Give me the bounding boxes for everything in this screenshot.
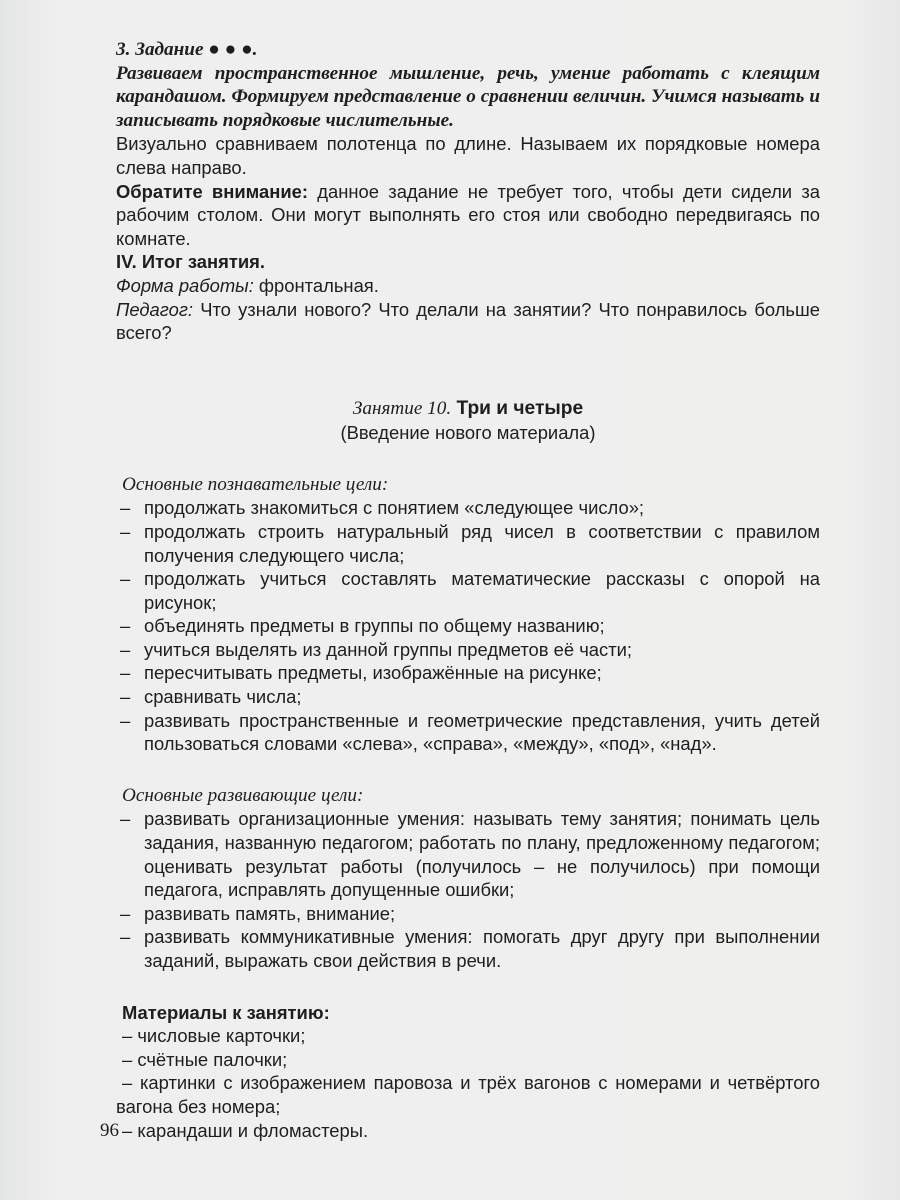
list-item bbox=[116, 807, 820, 901]
work-form-value: фронтальная. bbox=[253, 274, 379, 296]
list-item bbox=[116, 661, 820, 685]
dash-mark: – bbox=[120, 568, 131, 590]
cognitive-goals-list bbox=[116, 496, 820, 756]
task-description: Визуально сравниваем полотенца по длине. Называем их порядковые номера слева направо. bbox=[116, 133, 820, 178]
list-item bbox=[116, 614, 820, 638]
list-item-text: продолжать строить натуральный ряд чисел в соответствии с правилом получения следующего числа; bbox=[144, 520, 820, 566]
list-item bbox=[116, 902, 820, 926]
summary-heading: IV. Итог занятия. bbox=[116, 251, 266, 273]
developmental-goals-list bbox=[116, 807, 820, 972]
teacher-text: Что узнали нового? Что делали на занятии? Что понравилось больше всего? bbox=[116, 298, 820, 344]
list-item-text: продолжать знакомиться с понятием «следующее число»; bbox=[144, 497, 645, 519]
list-item-text: развивать память, внимание; bbox=[144, 902, 396, 924]
list-item bbox=[116, 496, 820, 520]
task-goals: Развиваем пространственное мышление, речь, умение работать с клеящим карандашом. Формируем представление о сравнении величин. Учимся называть и записывать порядковые числительные. bbox=[116, 62, 820, 131]
list-item: – картинки с изображением паровоза и трёх вагонов с номерами и четвёртого вагона без номера; bbox=[116, 1072, 820, 1117]
dash-mark: – bbox=[120, 686, 131, 708]
cognitive-goals-label-text: Основные познавательные цели bbox=[122, 473, 382, 495]
task-heading bbox=[116, 38, 820, 62]
developmental-goals-label: Основные развивающие цели: bbox=[122, 784, 364, 806]
list-item-text: сравнивать числа; bbox=[144, 686, 302, 708]
materials-list bbox=[116, 1024, 820, 1142]
list-item: – карандаши и фломастеры. bbox=[122, 1119, 369, 1141]
list-item-text: продолжать учиться составлять математические рассказы с опорой на рисунок; bbox=[144, 568, 820, 613]
lesson-title-main: Три и четыре bbox=[451, 397, 584, 419]
dash-mark: – bbox=[120, 709, 131, 731]
work-form-label: Форма работы: bbox=[116, 274, 254, 296]
materials-title: Материалы к занятию: bbox=[122, 1001, 330, 1023]
list-item bbox=[116, 925, 820, 972]
list-item-text: учиться выделять из данной группы предметов её части; bbox=[144, 638, 633, 660]
list-item: – числовые карточки; bbox=[122, 1025, 306, 1047]
dash-mark: – bbox=[120, 638, 131, 660]
page-number: 96 bbox=[100, 1120, 119, 1141]
cognitive-goals-label bbox=[116, 473, 820, 497]
list-item-text: объединять предметы в группы по общему названию; bbox=[144, 615, 605, 637]
list-item-text: развивать пространственные и геометрические представления, учить детей пользоваться словами «слева», «справа», «между», «под», «над». bbox=[144, 709, 820, 755]
list-item bbox=[116, 520, 820, 567]
cognitive-goals-label-suffix: : bbox=[381, 473, 389, 495]
dash-mark: – bbox=[120, 662, 131, 684]
list-item bbox=[116, 709, 820, 756]
lesson-title bbox=[116, 397, 820, 421]
teacher-question bbox=[116, 298, 820, 345]
dash-mark: – bbox=[120, 808, 131, 830]
list-item-text: развивать организационные умения: называть тему занятия; понимать цель задания, названную педагогом; работать по плану, предложенному педагогом; оценивать результат работы (получилось – не получилось) при помощи педагога, исправлять допущенные ошибки; bbox=[144, 808, 820, 901]
list-item bbox=[116, 638, 820, 662]
list-item bbox=[116, 685, 820, 709]
list-item-text: пересчитывать предметы, изображённые на рисунке; bbox=[144, 662, 602, 684]
dash-mark: – bbox=[120, 615, 131, 637]
list-item bbox=[116, 567, 820, 614]
lesson-subtitle: (Введение нового материала) bbox=[340, 421, 596, 443]
attention-note bbox=[116, 180, 820, 251]
attention-label: Обратите внимание: bbox=[116, 180, 309, 202]
dash-mark: – bbox=[120, 497, 131, 519]
task-heading-text: 3. Задание ● ● ●. bbox=[116, 39, 258, 60]
dash-mark: – bbox=[120, 926, 131, 948]
list-item-text: развивать коммуникативные умения: помогать друг другу при выполнении заданий, выражать свои действия в речи. bbox=[144, 926, 820, 971]
attention-text: данное задание не требует того, чтобы дети сидели за рабочим столом. Они могут выполнять его стоя или свободно передвигаясь по комнате. bbox=[116, 180, 820, 249]
lesson-title-prefix: Занятие 10. bbox=[352, 397, 452, 419]
lesson-heading bbox=[116, 397, 820, 445]
dash-mark: – bbox=[120, 520, 131, 542]
work-form bbox=[116, 274, 820, 298]
list-item: – счётные палочки; bbox=[122, 1048, 288, 1070]
dash-mark: – bbox=[120, 902, 131, 924]
teacher-label: Педагог: bbox=[116, 298, 194, 320]
